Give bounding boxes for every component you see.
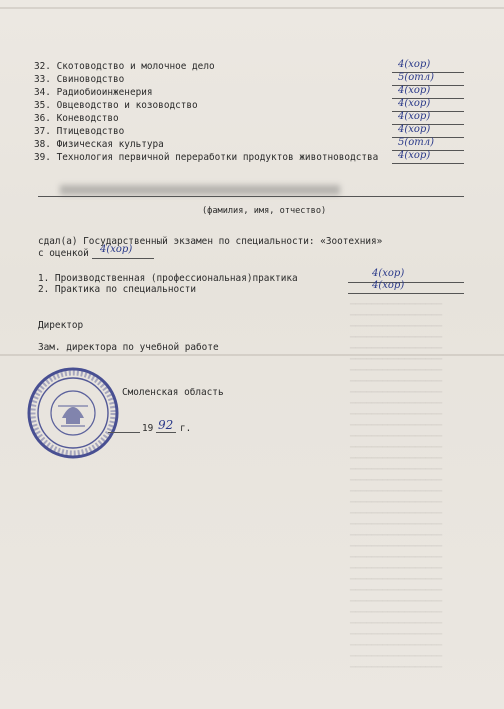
subject-label: 35. Овцеводство и козоводство [34,100,198,111]
subject-row [34,152,378,163]
subject-row [34,74,124,85]
subject-label: 33. Свиноводство [34,74,125,85]
subject-label: 32. Скотоводство и молочное дело [34,61,215,72]
grade-handwritten: 4(хор) [398,150,431,161]
year-handwritten: 92 [158,418,174,432]
subject-row [34,113,119,124]
grade-handwritten: 4(хор) [398,59,431,70]
practice-grade-line [348,282,464,283]
exam-grade-prefix: с оценкой [38,248,89,259]
practice-grade-handwritten: 4(хор) [372,280,405,291]
grade-handwritten: 4(хор) [398,98,431,109]
region-label: Смоленская область [122,387,224,398]
year-suffix: г. [180,423,192,434]
name-caption: (фамилия, имя, отчество) [202,206,327,216]
subject-row [34,100,198,111]
subject-label: 36. Коневодство [34,113,119,124]
grade-handwritten: 5(отл) [398,137,435,148]
fold-line [0,7,504,9]
year-prefix: 19 [142,423,154,434]
redacted-name [60,185,340,195]
exam-grade-line [92,258,154,259]
grade-handwritten: 4(хор) [398,111,431,122]
practice-grade-line [348,293,464,294]
grade-handwritten: 5(отл) [398,72,435,83]
subject-row [34,126,124,137]
subject-row [34,87,153,98]
deputy-director-label: Зам. директора по учебной работе [38,342,219,353]
practice-grade-handwritten: 4(хор) [372,268,405,279]
subject-row [34,139,164,150]
subject-label: 38. Физическая культура [34,139,164,150]
subject-row [34,61,215,72]
practice-label: 1. Производственная (профессиональная)практика [38,273,298,284]
practice-label: 2. Практика по специальности [38,284,197,295]
grade-handwritten: 4(хор) [398,124,431,135]
official-seal-stamp [26,366,120,460]
grade-handwritten: 4(хор) [398,85,431,96]
year-line [156,432,176,433]
date-line [108,432,140,433]
subject-label: 39. Технология первичной переработки продуктов животноводства [34,152,379,163]
subject-label: 34. Радиобиоинженерия [34,87,153,98]
director-label: Директор [38,320,84,331]
bleed-through-text: ───────────────── ───────────────── ───────────────── ───────────────── ───────────────── ───────────────── ───────────────── ───────────────── ───────────────── ───────────────── ───────────────── ───────────────── ───────────────── ───────────────── ───────────────── ───────────────── ───────────────── ───────────────── ───────────────── ───────────────── ───────────────── ───────────────── ───────────────── ───────────────── ───────────────── ───────────────── ───────────────── ───────────────── ───────────────── ───────────────── ───────────────── ───────────────── ───────────────── ───────────────── [350,300,443,673]
exam-grade-handwritten: 4(хор) [100,244,133,255]
subject-label: 37. Птицеводство [34,126,125,137]
name-underline [38,196,464,197]
exam-statement: сдал(а) Государственный экзамен по специальности: «Зоотехния» [38,236,383,247]
grade-box [392,152,464,164]
